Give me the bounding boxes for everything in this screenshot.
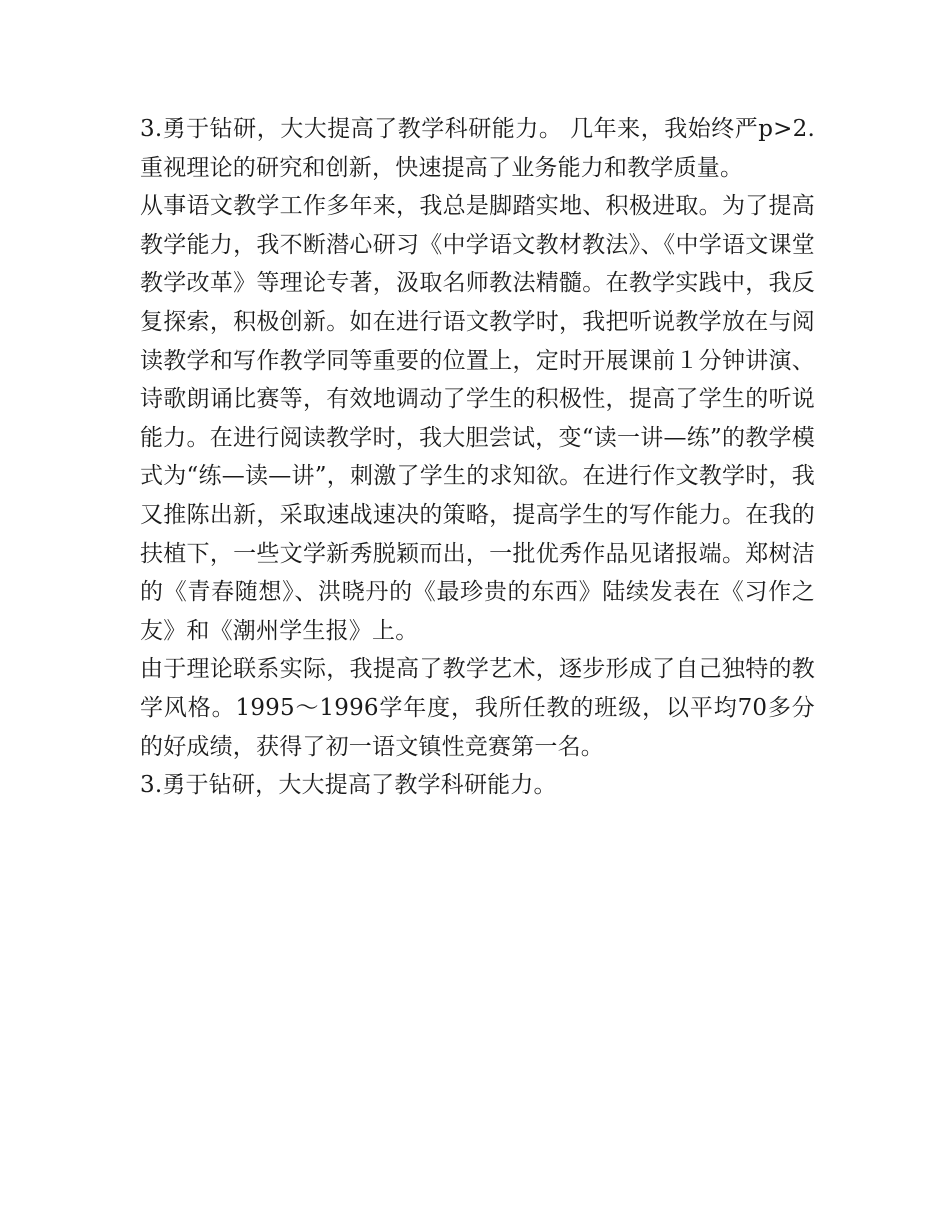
paragraph-teaching-style: 由于理论联系实际，我提高了教学艺术，逐步形成了自己独特的教学风格。1995～1996学年度，我所任教的班级，以平均70多分的好成绩，获得了初一语文镇性竞赛第一名。 (140, 656, 815, 760)
paragraph-teaching-practice: 从事语文教学工作多年来，我总是脚踏实地、积极进取。为了提高教学能力，我不断潜心研习《中学语文教材教法》、《中学语文课堂教学改革》等理论专著，汲取名师教法精髓。在教学实践中，我反复探索，积极创新。如在进行语文教学时，我把听说教学放在与阅读教学和写作教学同等重要的位置上，定时开展课前１分钟讲演、诗歌朗诵比赛等，有效地调动了学生的积极性，提高了学生的听说能力。在进行阅读教学时，我大胆尝试，变“读一讲—练”的教学模式为“练—读—讲”，刺激了学生的求知欲。在进行作文教学时，我又推陈出新，采取速战速决的策略，提高学生的写作能力。在我的扶植下，一些文学新秀脱颖而出，一批优秀作品见诸报端。郑树洁的《青春随想》、洪晓丹的《最珍贵的东西》陆续发表在《习作之友》和《潮州学生报》上。 (140, 193, 815, 644)
paragraph-research-heading: 3.勇于钻研，大大提高了教学科研能力。 (140, 772, 557, 799)
paragraph-section-heading: 3.勇于钻研，大大提高了教学科研能力。 几年来，我始终严p>2.重视理论的研究和创新，快速提高了业务能力和教学质量。 (140, 116, 815, 181)
document-body (140, 110, 815, 805)
